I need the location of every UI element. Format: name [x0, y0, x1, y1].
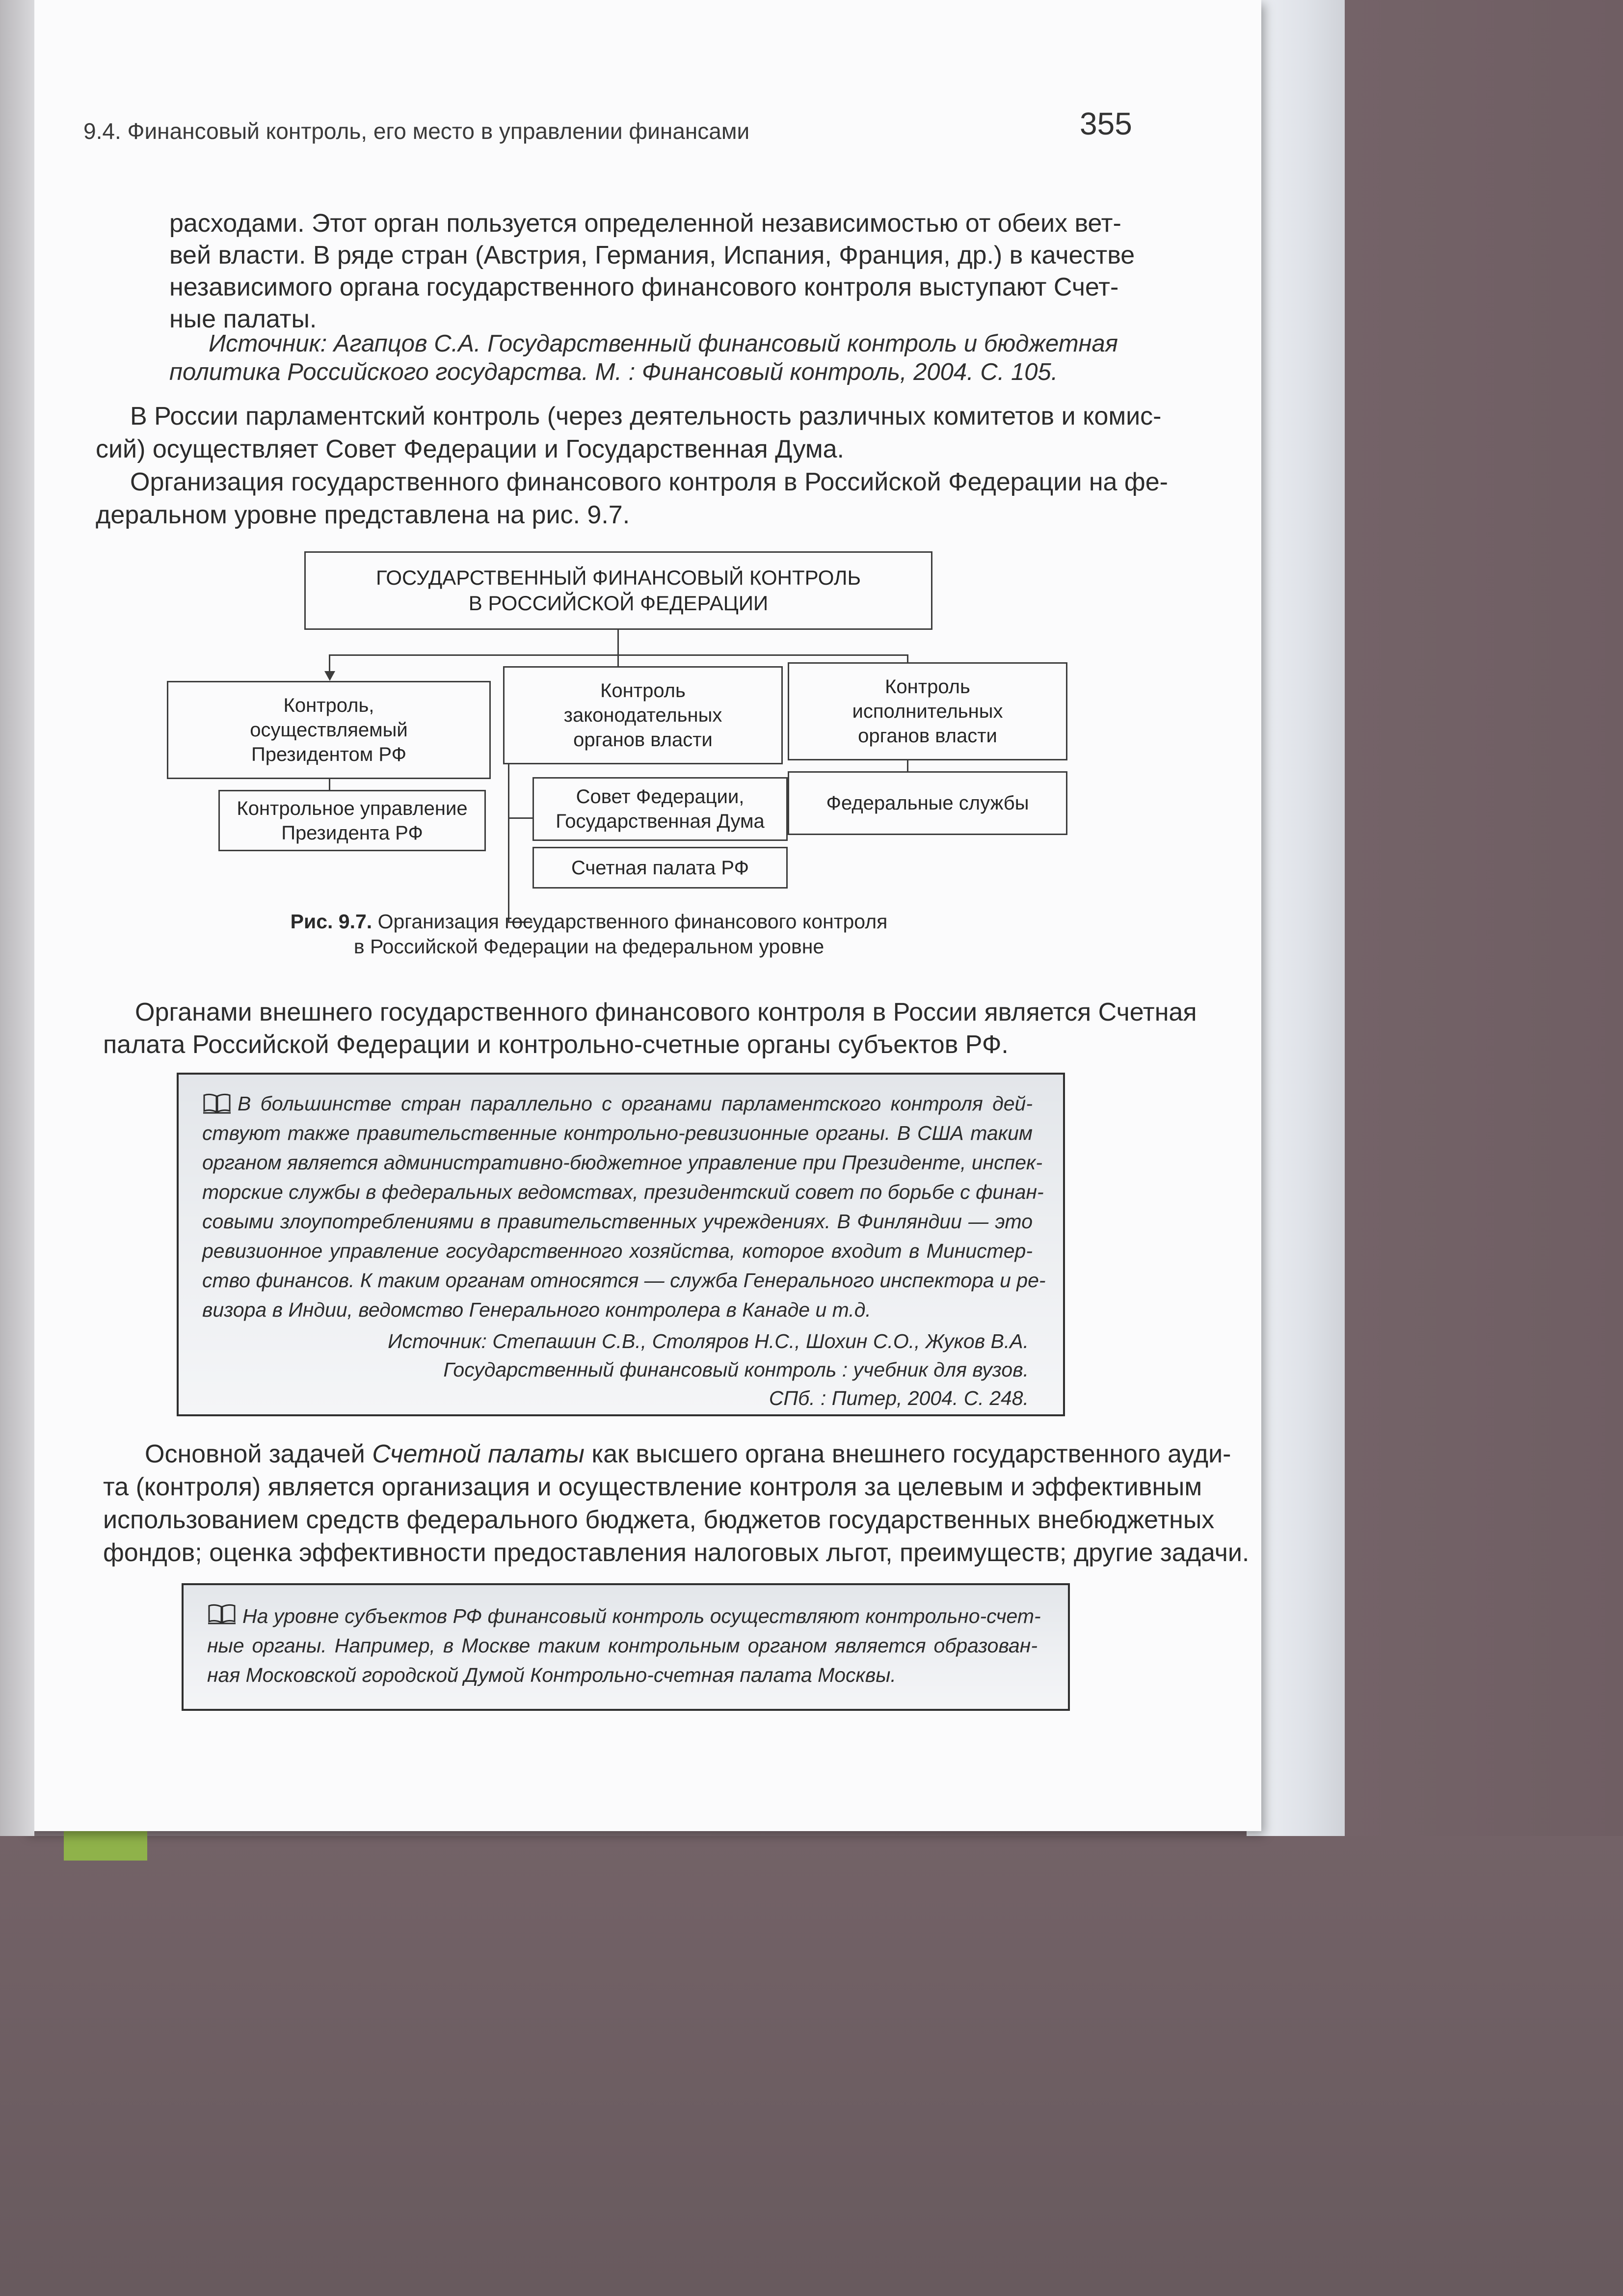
- intro-line: расходами. Этот орган пользуется определенной независимостью от обеих вет-: [169, 209, 1121, 238]
- diagram-sub-president: Контрольное управление Президента РФ: [218, 790, 486, 851]
- note-source-line: СПб. : Питер, 2004. С. 248.: [769, 1387, 1029, 1409]
- diagram-branch-executive: Контроль исполнительных органов власти: [788, 662, 1067, 760]
- note-line: органом является административно-бюджетное управление при Президенте, инспек-: [202, 1151, 1043, 1174]
- note-line: ревизионное управление государственного хозяйства, которое входит в Министер-: [202, 1240, 1033, 1262]
- diagram-connector: [508, 817, 532, 819]
- book-page: [25, 0, 1261, 1831]
- page-gutter-shadow: [0, 0, 34, 1836]
- running-head: 9.4. Финансовый контроль, его место в управлении финансами: [83, 118, 750, 144]
- intro-source-line: политика Российского государства. М. : Финансовый контроль, 2004. С. 105.: [169, 359, 1058, 385]
- diagram-arrow: [324, 671, 335, 681]
- intro-line: ные палаты.: [169, 305, 317, 333]
- diagram-connector: [508, 764, 509, 922]
- diagram-connector: [617, 630, 619, 655]
- diagram-top-box: ГОСУДАРСТВЕННЫЙ ФИНАНСОВЫЙ КОНТРОЛЬ В РОССИЙСКОЙ ФЕДЕРАЦИИ: [304, 551, 932, 630]
- body-line: та (контроля) является организация и осуществление контроля за целевым и эффективным: [103, 1473, 1202, 1501]
- body-line: деральном уровне представлена на рис. 9.7.: [96, 501, 630, 529]
- note-source-line: Источник: Степашин С.В., Столяров Н.С., Шохин С.О., Жуков В.А.: [388, 1330, 1029, 1352]
- body-line: использованием средств федерального бюджета, бюджетов государственных внебюджетных: [103, 1506, 1215, 1534]
- note-line: В большинстве стран параллельно с органами парламентского контроля дей-: [238, 1092, 1033, 1115]
- diagram-branch-president: Контроль, осуществляемый Президентом РФ: [167, 681, 491, 779]
- book-icon: [207, 1603, 237, 1624]
- note-line: ные органы. Например, в Москве таким контрольным органом является образован-: [207, 1634, 1038, 1657]
- note-line: торские службы в федеральных ведомствах, президентский совет по борьбе с финан-: [202, 1181, 1044, 1203]
- intro-line: вей власти. В ряде стран (Австрия, Германия, Испания, Франция, др.) в качестве: [169, 241, 1135, 270]
- note-line: ствуют также правительственные контрольно-ревизионные органы. В США таким: [202, 1122, 1033, 1144]
- page-number: 355: [1080, 106, 1132, 141]
- body-line: В России парламентский контроль (через деятельность различных комитетов и комис-: [130, 402, 1162, 431]
- book-icon: [202, 1092, 232, 1114]
- intro-source-line: Источник: Агапцов С.А. Государственный финансовый контроль и бюджетная: [209, 330, 1118, 357]
- diagram-sub-federation-council: Совет Федерации, Государственная Дума: [532, 777, 788, 841]
- note-line: совыми злоупотреблениями в правительственных учреждениях. В Финляндии — это: [202, 1210, 1033, 1233]
- note-box: [177, 1073, 1065, 1416]
- body-line: фондов; оценка эффективности предоставления налоговых льгот, преимуществ; другие задачи.: [103, 1539, 1250, 1567]
- note-source-line: Государственный финансовый контроль : учебник для вузов.: [443, 1358, 1029, 1381]
- green-strip: [64, 1826, 147, 1861]
- figure-label: Рис. 9.7.: [290, 910, 372, 933]
- body-line: Основной задачей Счетной палаты как высшего органа внешнего государственного ауди-: [145, 1440, 1231, 1468]
- background-lower: [0, 1836, 1623, 2296]
- body-line: сий) осуществляет Совет Федерации и Государственная Дума.: [96, 435, 844, 463]
- diagram-branch-legislative: Контроль законодательных органов власти: [503, 666, 783, 764]
- body-line: палата Российской Федерации и контрольно-счетные органы субъектов РФ.: [103, 1030, 1009, 1059]
- body-line: Организация государственного финансового контроля в Российской Федерации на фе-: [130, 468, 1168, 496]
- diagram-connector: [907, 760, 908, 772]
- note-line: визора в Индии, ведомство Генерального контролера в Канаде и т.д.: [202, 1298, 871, 1321]
- note-line: ная Московской городской Думой Контрольно-счетная палата Москвы.: [207, 1664, 896, 1686]
- intro-line: независимого органа государственного финансового контроля выступают Счет-: [169, 273, 1119, 301]
- book-cover-edge: [1247, 0, 1345, 1836]
- note-box: [182, 1583, 1070, 1711]
- note-line: ство финансов. К таким органам относятся — служба Генерального инспектора и ре-: [202, 1269, 1046, 1292]
- diagram-sub-accounts-chamber: Счетная палата РФ: [532, 847, 788, 889]
- figure-caption-line: в Российской Федерации на федеральном уровне: [353, 935, 825, 958]
- figure-caption: [245, 909, 932, 960]
- note-line: На уровне субъектов РФ финансовый контроль осуществляют контрольно-счет-: [242, 1605, 1041, 1627]
- diagram-sub-federal-services: Федеральные службы: [788, 771, 1067, 835]
- italic-term: Счетной палаты: [372, 1440, 585, 1468]
- body-line: Органами внешнего государственного финансового контроля в России является Счетная: [135, 998, 1197, 1026]
- figure-caption-line: Организация государственного финансового контроля: [377, 910, 888, 933]
- diagram-connector: [329, 779, 330, 790]
